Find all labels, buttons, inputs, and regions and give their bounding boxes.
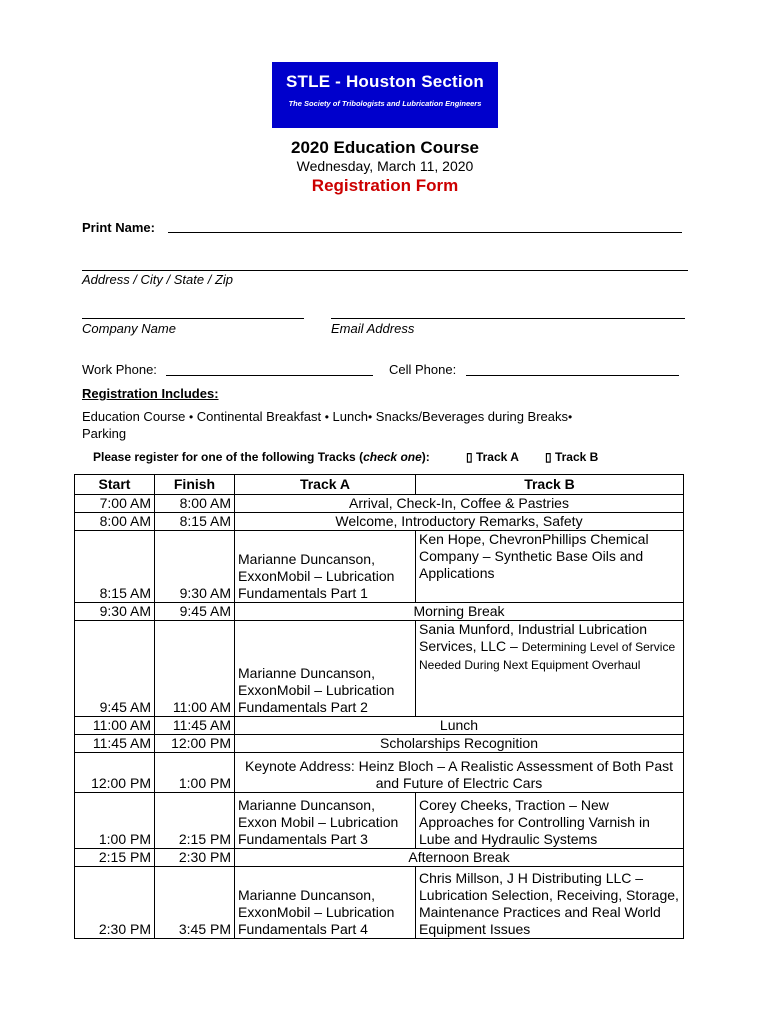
company-label: Company Name xyxy=(82,321,176,336)
print-name-field[interactable] xyxy=(168,232,682,233)
header-start: Start xyxy=(75,475,155,495)
include-breakfast: Continental Breakfast xyxy=(196,409,322,424)
table-row: 2:30 PM 3:45 PM Marianne Duncanson, ExxonMobil – Lubrication Fundamentals Part 4 Chris Millson, J H Distributing LLC – Lubrication Selection, Receiving, Storage, Maintenance Practices and Real World Equipment Issues xyxy=(75,867,684,939)
address-label: Address / City / State / Zip xyxy=(82,272,233,287)
table-row: 7:00 AM 8:00 AM Arrival, Check-In, Coffee & Pastries xyxy=(75,495,684,513)
email-label: Email Address xyxy=(331,321,415,336)
checkbox-icon[interactable]: ▯ xyxy=(545,450,552,464)
table-row: 12:00 PM 1:00 PM Keynote Address: Heinz Bloch – A Realistic Assessment of Both Past and Future of Electric Cars xyxy=(75,753,684,793)
email-field[interactable] xyxy=(331,318,685,319)
include-lunch: Lunch xyxy=(332,409,368,424)
stle-logo xyxy=(272,62,498,128)
logo-subtitle: The Society of Tribologists and Lubrication Engineers xyxy=(288,99,482,108)
include-parking: Parking xyxy=(82,426,127,441)
table-row: 8:15 AM 9:30 AM Marianne Duncanson, ExxonMobil – Lubrication Fundamentals Part 1 Ken Hope, ChevronPhillips Chemical Company – Synthetic Base Oils and Applications xyxy=(75,531,684,603)
company-field[interactable] xyxy=(82,318,304,319)
table-row: 11:00 AM 11:45 AM Lunch xyxy=(75,717,684,735)
table-row: 8:00 AM 8:15 AM Welcome, Introductory Remarks, Safety xyxy=(75,513,684,531)
header-track-a: Track A xyxy=(235,475,416,495)
include-snacks: Snacks/Beverages during Breaks xyxy=(375,409,569,424)
checkbox-icon[interactable]: ▯ xyxy=(466,450,473,464)
table-row: 2:15 PM 2:30 PM Afternoon Break xyxy=(75,849,684,867)
bullet-icon: • xyxy=(568,410,573,424)
track-a-option[interactable]: ▯ Track A xyxy=(466,450,519,464)
track-prompt: Please register for one of the following Tracks (check one): xyxy=(93,450,430,464)
cell-phone-field[interactable] xyxy=(466,375,679,376)
course-title: 2020 Education Course xyxy=(290,138,479,157)
includes-list xyxy=(82,409,572,424)
table-header-row xyxy=(75,475,684,495)
work-phone-field[interactable] xyxy=(166,375,373,376)
bullet-icon: • xyxy=(367,410,373,424)
table-row: 9:45 AM 11:00 AM Marianne Duncanson, ExxonMobil – Lubrication Fundamentals Part 2 Sania Munford, Industrial Lubrication Services, LLC – Determining Level of Service Needed During Next Equipment Overhaul xyxy=(75,621,684,717)
table-row: 9:30 AM 9:45 AM Morning Break xyxy=(75,603,684,621)
include-education: Education Course xyxy=(82,409,186,424)
bullet-icon: • xyxy=(324,410,329,424)
work-phone-label: Work Phone: xyxy=(82,362,157,377)
cell-phone-label: Cell Phone: xyxy=(389,362,457,377)
includes-title: Registration Includes: xyxy=(82,386,219,401)
logo-title: STLE - Houston Section xyxy=(285,72,484,91)
header-finish: Finish xyxy=(155,475,235,495)
track-b-option[interactable]: ▯ Track B xyxy=(545,450,599,464)
address-field[interactable] xyxy=(82,270,688,271)
schedule-table xyxy=(74,474,684,939)
table-row: 11:45 AM 12:00 PM Scholarships Recognition xyxy=(75,735,684,753)
course-date: Wednesday, March 11, 2020 xyxy=(296,158,474,174)
form-title: Registration Form xyxy=(311,176,459,195)
table-row: 1:00 PM 2:15 PM Marianne Duncanson, Exxon Mobil – Lubrication Fundamentals Part 3 Corey Cheeks, Traction – New Approaches for Controlling Varnish in Lube and Hydraulic Systems xyxy=(75,793,684,849)
bullet-icon: • xyxy=(188,410,194,424)
header-track-b: Track B xyxy=(416,475,684,495)
print-name-label: Print Name: xyxy=(82,220,155,235)
